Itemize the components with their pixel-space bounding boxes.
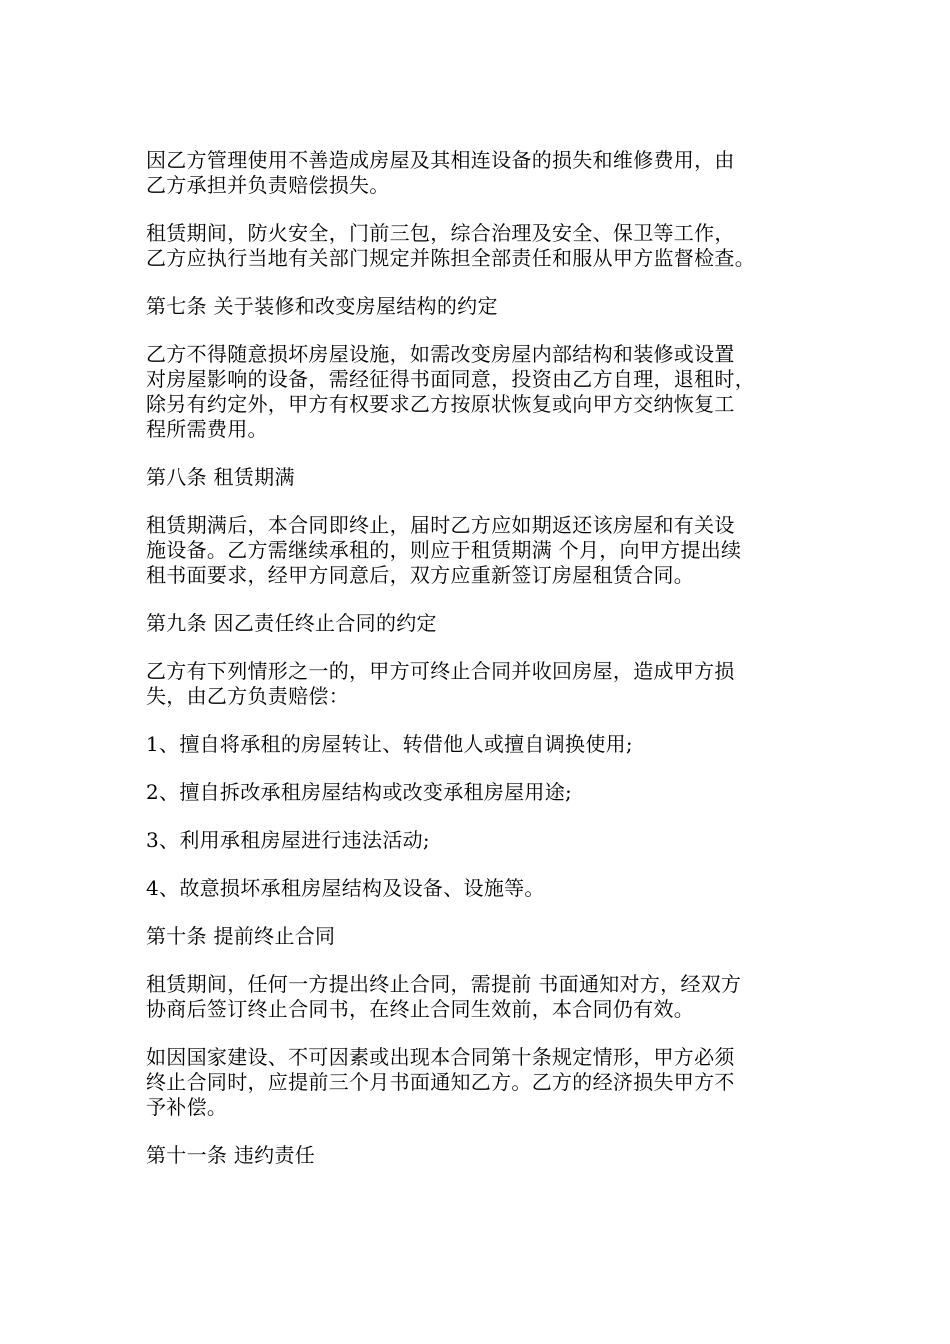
heading-article-11 [146, 1143, 810, 1168]
list-item-4 [146, 876, 810, 901]
text-line: 1、擅自将承租的房屋转让、转借他人或擅自调换使用; [146, 732, 633, 756]
heading-text: 第七条 关于装修和改变房屋结构的约定 [146, 294, 498, 318]
heading-article-9 [146, 611, 810, 636]
heading-article-7 [146, 294, 810, 319]
text-line: 除另有约定外，甲方有权要求乙方按原状恢复或向甲方交纳恢复工 [146, 392, 735, 416]
text-line: 乙方有下列情形之一的，甲方可终止合同并收回房屋，造成甲方损 [146, 659, 735, 683]
text-line: 4、故意损坏承租房屋结构及设备、设施等。 [146, 876, 545, 900]
text-line: 终止合同时，应提前三个月书面通知乙方。乙方的经济损失甲方不 [146, 1070, 735, 1094]
heading-text: 第九条 因乙责任终止合同的约定 [146, 611, 437, 635]
text-line: 予补偿。 [146, 1095, 228, 1119]
list-item-2 [146, 780, 810, 805]
text-line: 协商后签订终止合同书，在终止合同生效前，本合同仍有效。 [146, 997, 695, 1021]
list-item-3 [146, 828, 810, 853]
paragraph-early-termination [146, 972, 810, 1022]
paragraph-damage-liability [146, 148, 810, 198]
paragraph-renovation [146, 342, 810, 442]
heading-article-8 [146, 465, 810, 490]
text-line: 如因国家建设、不可因素或出现本合同第十条规定情形，甲方必须 [146, 1045, 735, 1069]
heading-text: 第十一条 违约责任 [146, 1143, 316, 1167]
text-line: 乙方不得随意损坏房屋设施，如需改变房屋内部结构和装修或设置 [146, 342, 735, 366]
text-line: 乙方应执行当地有关部门规定并陈担全部责任和服从甲方监督检查。 [146, 246, 755, 270]
paragraph-lease-expiry [146, 513, 810, 588]
paragraph-state-construction [146, 1045, 810, 1120]
text-line: 3、利用承租房屋进行违法活动; [146, 828, 430, 852]
heading-text: 第十条 提前终止合同 [146, 924, 336, 948]
text-line: 施设备。乙方需继续承租的，则应于租赁期满 个月，向甲方提出续 [146, 538, 742, 562]
text-line: 程所需费用。 [146, 417, 268, 441]
text-line: 租赁期满后，本合同即终止，届时乙方应如期返还该房屋和有关设 [146, 513, 735, 537]
paragraph-fire-safety [146, 221, 810, 271]
heading-article-10 [146, 924, 810, 949]
text-line: 乙方承担并负责赔偿损失。 [146, 173, 390, 197]
text-line: 租赁期间，任何一方提出终止合同，需提前 书面通知对方，经双方 [146, 972, 742, 996]
text-line: 2、擅自拆改承租房屋结构或改变承租房屋用途; [146, 780, 573, 804]
list-item-1 [146, 732, 810, 757]
text-line: 对房屋影响的设备，需经征得书面同意，投资由乙方自理，退租时， [146, 367, 755, 391]
text-line: 租书面要求，经甲方同意后，双方应重新签订房屋租赁合同。 [146, 563, 695, 587]
heading-text: 第八条 租赁期满 [146, 465, 295, 489]
text-line: 失，由乙方负责赔偿： [146, 684, 349, 708]
text-line: 因乙方管理使用不善造成房屋及其相连设备的损失和维修费用，由 [146, 148, 735, 172]
text-line: 租赁期间，防火安全，门前三包，综合治理及安全、保卫等工作， [146, 221, 735, 245]
paragraph-termination-conditions [146, 659, 810, 709]
document-page [146, 148, 810, 1191]
